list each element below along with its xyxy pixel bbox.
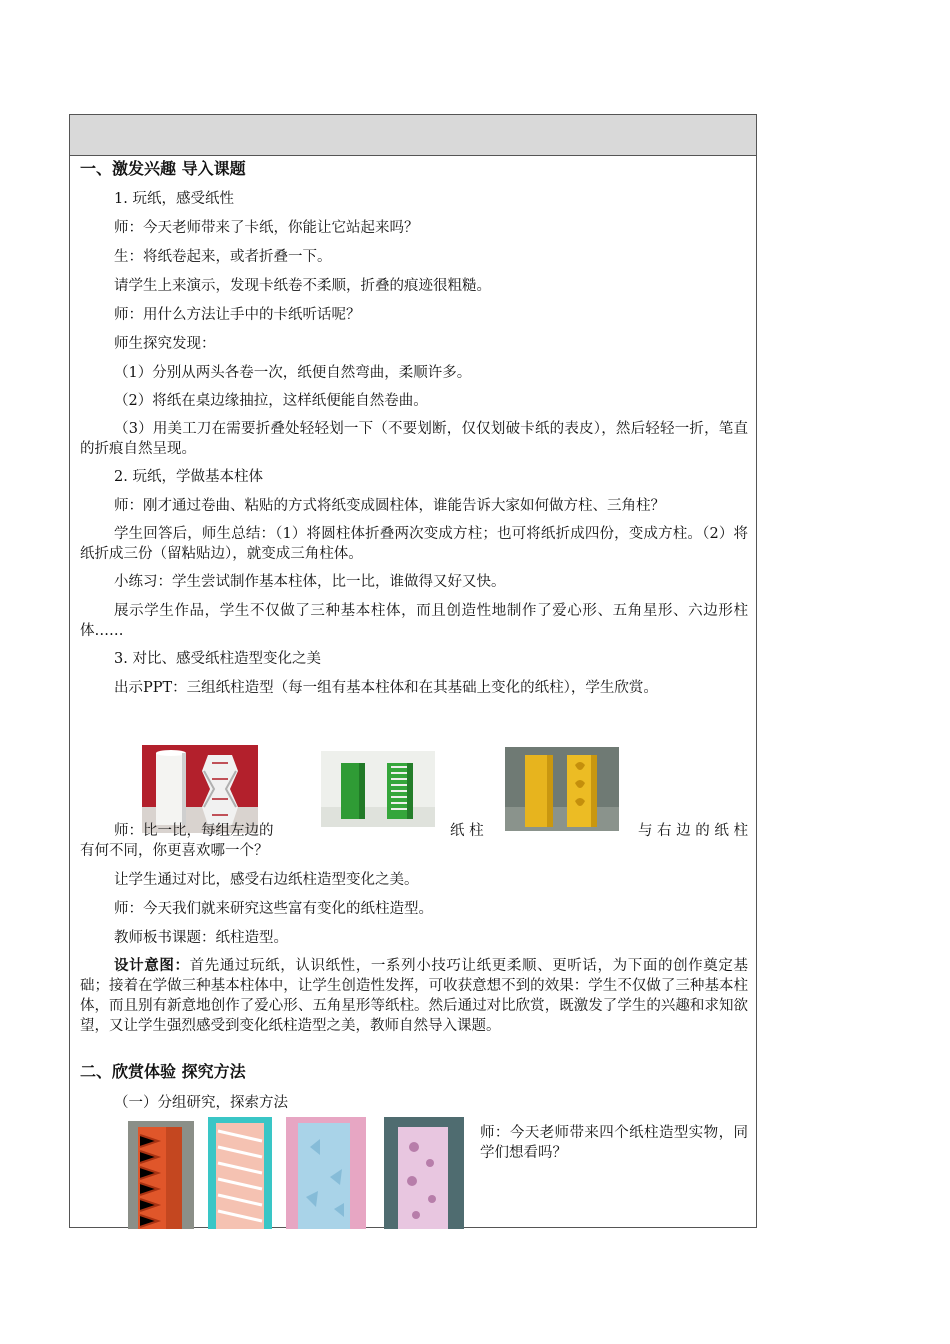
design-intent-label: 设计意图： <box>114 958 190 974</box>
section-heading-1: 一、激发兴趣 导入课题 <box>80 159 246 178</box>
step-1-title: 1. 玩纸，感受纸性 <box>114 191 234 207</box>
table-header-row <box>70 115 756 156</box>
paragraph: 师：刚才通过卷曲、粘贴的方式将纸变成圆柱体，谁能告诉大家如何做方柱、三角柱？ <box>114 498 665 514</box>
step-2-title: 2. 玩纸，学做基本柱体 <box>114 469 263 485</box>
paragraph: 有何不同，你更喜欢哪一个？ <box>80 843 269 859</box>
photo-yellow-columns <box>505 747 619 831</box>
paragraph: 小练习：学生尝试制作基本柱体，比一比，谁做得又好又快。 <box>114 574 506 590</box>
paragraph: 让学生通过对比，感受右边纸柱造型变化之美。 <box>114 872 419 888</box>
paragraph: 展示学生作品，学生不仅做了三种基本柱体，而且创造性地制作了爱心形、五角星形、六边形柱体…… <box>80 603 748 639</box>
paragraph: 请学生上来演示，发现卡纸卷不柔顺，折叠的痕迹很粗糙。 <box>114 278 491 294</box>
comparison-text-c: 与 右 边 的 纸 柱 <box>637 823 748 839</box>
paragraph: 学生回答后，师生总结：（1）将圆柱体折叠两次变成方柱；也可将纸折成四份，变成方柱。（2）将纸折成三份（留粘贴边），就变成三角柱体。 <box>80 526 748 562</box>
photo-green-columns <box>321 751 435 827</box>
comparison-text-b: 纸 柱 <box>450 823 484 839</box>
photo-purple-column <box>384 1117 464 1229</box>
lesson-table <box>69 114 757 1228</box>
step-3-title: 3. 对比、感受纸柱造型变化之美 <box>114 651 321 667</box>
photo-pink-spiral-column <box>208 1117 272 1229</box>
paragraph: 师：今天我们就来研究这些富有变化的纸柱造型。 <box>114 901 433 917</box>
comparison-text-a: 师：比一比，每组左边的 <box>114 823 274 839</box>
sub-heading: （一）分组研究，探索方法 <box>114 1095 288 1111</box>
paragraph: 师：今天老师带来四个纸柱造型实物，同学们想看吗？ <box>480 1125 748 1161</box>
paragraph: （3）用美工刀在需要折叠处轻轻划一下（不要划断，仅仅划破卡纸的表皮），然后轻轻一折，笔直的折痕自然呈现。 <box>80 421 748 457</box>
section-heading-2: 二、欣赏体验 探究方法 <box>80 1062 246 1081</box>
photo-orange-column <box>128 1121 194 1229</box>
design-intent <box>80 956 748 1036</box>
paragraph: （2）将纸在桌边缘抽拉，这样纸便能自然卷曲。 <box>114 393 428 409</box>
design-intent-text: 首先通过玩纸，认识纸性，一系列小技巧让纸更柔顺、更听话，为下面的创作奠定基础；接着在学做三种基本柱体中，让学生创造性发挥，可收获意想不到的效果：学生不仅做了三种基本柱体，而且别有新意地创作了爱心形、五角星形等纸柱。然后通过对比欣赏，既激发了学生的兴趣和求知欲望，又让学生强烈感受到变化纸柱造型之美，教师自然导入课题。 <box>80 958 749 1034</box>
paragraph: 师生探究发现： <box>114 336 216 352</box>
paragraph: 师：用什么方法让手中的卡纸听话呢？ <box>114 307 361 323</box>
paragraph: 生：将纸卷起来，或者折叠一下。 <box>114 249 332 265</box>
paragraph: 师：今天老师带来了卡纸，你能让它站起来吗？ <box>114 220 419 236</box>
paragraph: 教师板书课题：纸柱造型。 <box>114 930 288 946</box>
photo-white-columns <box>142 745 258 833</box>
paragraph: （1）分别从两头各卷一次，纸便自然弯曲，柔顺许多。 <box>114 365 472 381</box>
photo-blue-column <box>286 1117 366 1229</box>
paragraph: 出示PPT：三组纸柱造型（每一组有基本柱体和在其基础上变化的纸柱），学生欣赏。 <box>114 680 658 696</box>
